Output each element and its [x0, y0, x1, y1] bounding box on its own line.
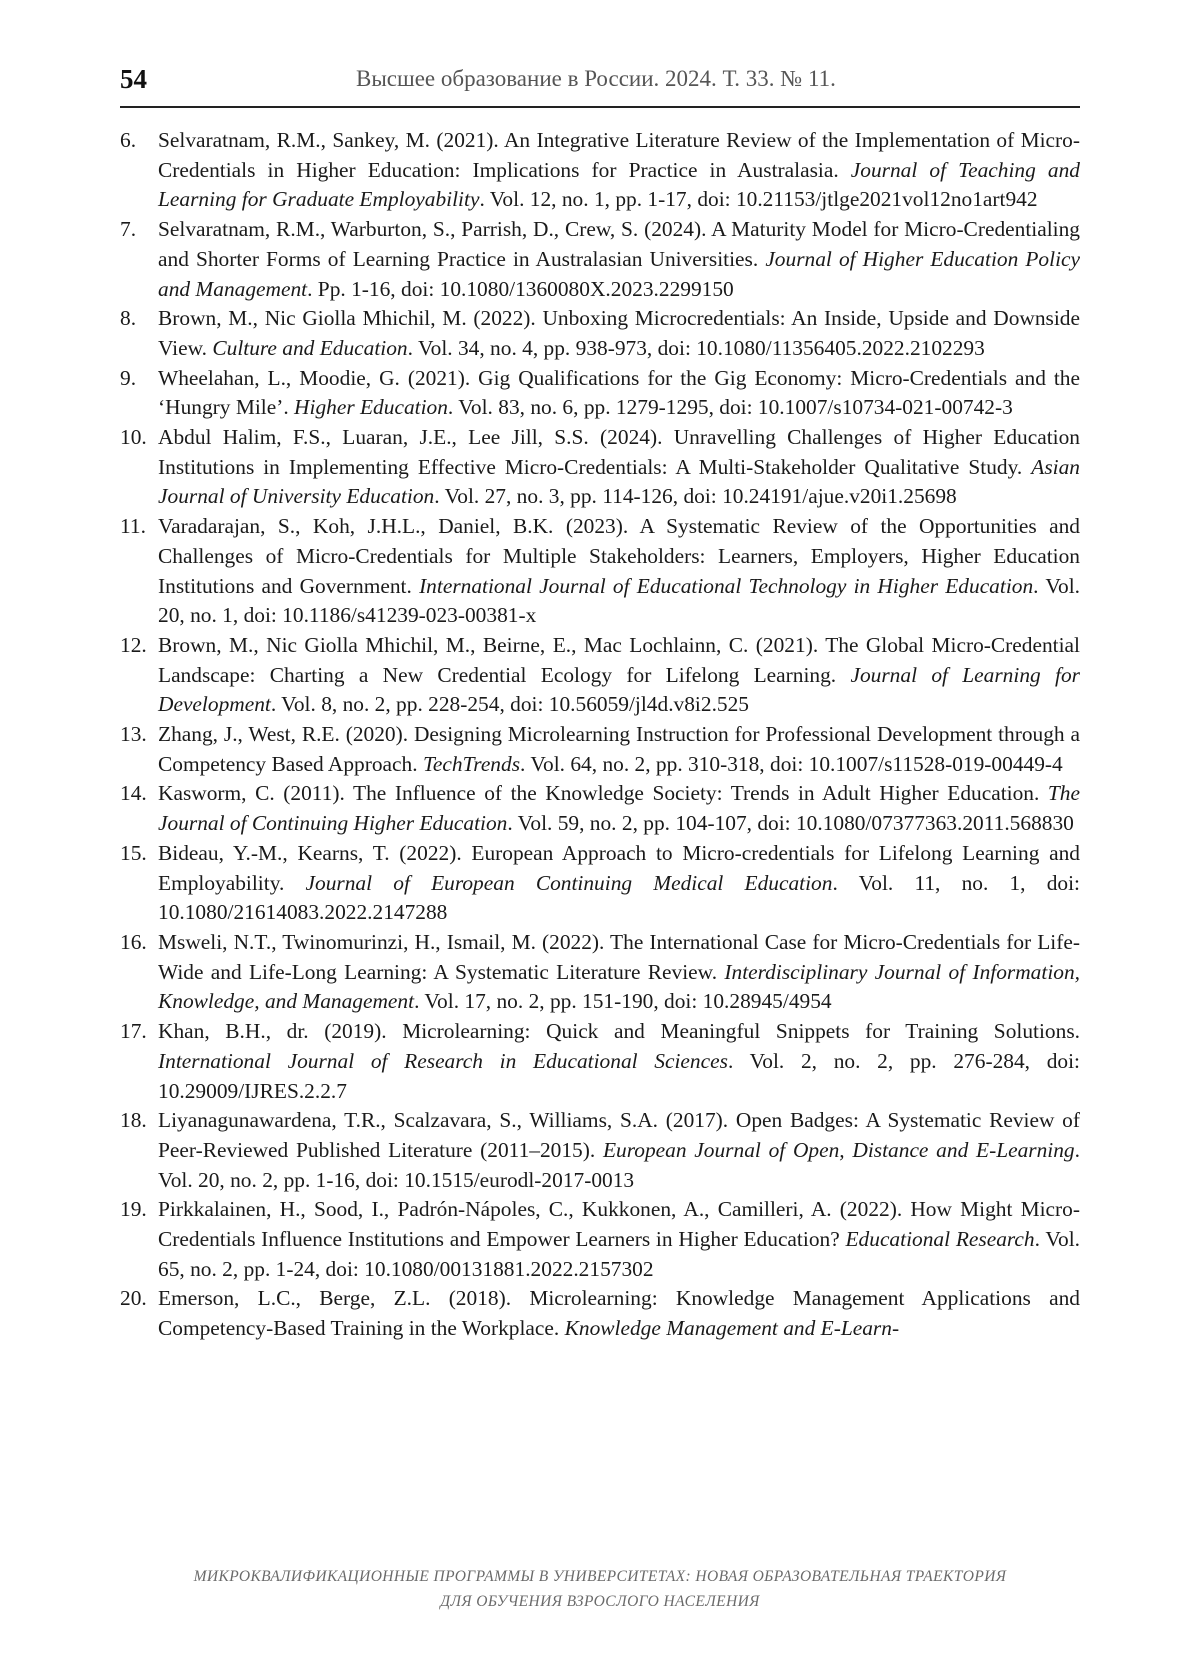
reference-number: 20.: [120, 1286, 147, 1311]
reference-number: 17.: [120, 1019, 147, 1044]
reference-details: . Vol. 11, no. 1, doi: 10.1080/21614083.2022.2147288: [158, 870, 1080, 925]
reference-text: [158, 839, 1080, 928]
reference-source: Journal of European Continuing Medical Education: [305, 870, 833, 895]
reference-authors-title: Brown, M., Nic Giolla Mhichil, M. (2022). Unboxing Microcredentials: An Inside, Upside and Downside View.: [158, 306, 1080, 360]
reference-details: . Vol. 12, no. 1, pp. 1-17, doi: 10.21153/jtlge2021vol12no1art942: [479, 187, 1038, 212]
reference-item: [120, 928, 1080, 1017]
reference-authors-title: Brown, M., Nic Giolla Mhichil, M., Beirne, E., Mac Lochlainn, C. (2021). The Global Micro-Credential Landscape: Charting a New Credential Ecology for Lifelong Learning.: [158, 632, 1080, 687]
reference-authors-title: Selvaratnam, R.M., Warburton, S., Parrish, D., Crew, S. (2024). A Maturity Model for Micro-Credentialing and Shorter Forms of Learning Practice in Australasian Universities.: [158, 217, 1080, 271]
reference-details: . Vol. 65, no. 2, pp. 1-24, doi: 10.1080/00131881.2022.2157302: [158, 1227, 1081, 1281]
reference-item: [120, 215, 1080, 304]
reference-details: . Vol. 83, no. 6, pp. 1279-1295, doi: 10.1007/s10734-021-00742-3: [447, 395, 1013, 420]
reference-item: [120, 423, 1080, 512]
reference-text: [158, 631, 1080, 720]
reference-authors-title: Khan, B.H., dr. (2019). Microlearning: Quick and Meaningful Snippets for Training Solutions.: [158, 1019, 1080, 1044]
reference-text: [158, 423, 1080, 512]
reference-text: [158, 1195, 1080, 1284]
reference-item: [120, 304, 1080, 363]
reference-text: [158, 1284, 1080, 1343]
reference-text: [158, 720, 1080, 779]
reference-details: . Vol. 2, no. 2, pp. 276-284, doi: 10.29009/IJRES.2.2.7: [158, 1048, 1080, 1103]
reference-source: Journal of Teaching and Learning for Graduate Employability: [158, 157, 1080, 212]
reference-number: 19.: [120, 1197, 147, 1222]
footer-line-1: МИКРОКВАЛИФИКАЦИОННЫЕ ПРОГРАММЫ В УНИВЕРСИТЕТАХ: НОВАЯ ОБРАЗОВАТЕЛЬНАЯ ТРАЕКТОРИЯ: [193, 1568, 1007, 1585]
reference-text: [158, 928, 1080, 1017]
reference-source: Asian Journal of University Education: [158, 454, 1080, 509]
reference-source: Knowledge Management and E-Learn-: [564, 1316, 900, 1341]
reference-authors-title: Wheelahan, L., Moodie, G. (2021). Gig Qualifications for the Gig Economy: Micro-Credentials and the ‘Hungry Mile’.: [158, 365, 1080, 420]
reference-item: [120, 1106, 1080, 1195]
reference-source: European Journal of Open, Distance and E-Learning: [602, 1137, 1075, 1162]
reference-text: [158, 364, 1080, 423]
reference-authors-title: Zhang, J., West, R.E. (2020). Designing Microlearning Instruction for Professional Development through a Competency Based Approach.: [158, 722, 1080, 776]
reference-authors-title: Msweli, N.T., Twinomurinzi, H., Ismail, M. (2022). The International Case for Micro-Credentials for Life-Wide and Life-Long Learning: A Systematic Literature Review.: [158, 929, 1080, 984]
reference-authors-title: Bideau, Y.-M., Kearns, T. (2022). European Approach to Micro-credentials for Lifelong Learning and Employability.: [158, 840, 1080, 895]
reference-authors-title: Varadarajan, S., Koh, J.H.L., Daniel, B.K. (2023). A Systematic Review of the Opportunities and Challenges of Micro-Credentials for Multiple Stakeholders: Learners, Employers, Higher Education Institutions and Government.: [158, 514, 1080, 598]
reference-text: [158, 126, 1080, 215]
reference-source: International Journal of Research in Educational Sciences: [158, 1048, 728, 1073]
reference-details: . Vol. 34, no. 4, pp. 938-973, doi: 10.1080/11356405.2022.2102293: [407, 335, 985, 360]
reference-item: [120, 720, 1080, 779]
reference-source: Interdisciplinary Journal of Information, Knowledge, and Management: [158, 959, 1080, 1014]
reference-item: [120, 1017, 1080, 1106]
reference-source: Educational Research: [845, 1227, 1035, 1252]
reference-list: [120, 126, 1080, 1344]
running-header: [120, 60, 1080, 108]
reference-number: 8.: [120, 306, 137, 331]
reference-source: Journal of Learning for Development: [158, 662, 1080, 717]
reference-number: 6.: [120, 128, 137, 152]
reference-details: . Vol. 17, no. 2, pp. 151-190, doi: 10.28945/4954: [414, 989, 832, 1014]
reference-item: [120, 839, 1080, 928]
reference-number: 9.: [120, 365, 137, 390]
reference-details: . Vol. 27, no. 3, pp. 114-126, doi: 10.24191/ajue.v20i1.25698: [434, 484, 957, 509]
reference-source: The Journal of Continuing Higher Education: [158, 781, 1080, 836]
reference-details: . Vol. 64, no. 2, pp. 310-318, doi: 10.1007/s11528-019-00449-4: [520, 751, 1063, 776]
reference-details: . Vol. 20, no. 1, doi: 10.1186/s41239-023-00381-x: [158, 573, 1081, 628]
reference-text: [158, 304, 1080, 363]
reference-text: [158, 215, 1080, 304]
reference-source: International Journal of Educational Technology in Higher Education: [419, 573, 1034, 598]
reference-details: . Vol. 8, no. 2, pp. 228-254, doi: 10.56059/jl4d.v8i2.525: [270, 692, 750, 717]
reference-authors-title: Liyanagunawardena, T.R., Scalzavara, S., Williams, S.A. (2017). Open Badges: A Systematic Review of Peer-Reviewed Published Literature (2011–2015).: [158, 1108, 1080, 1162]
reference-item: [120, 364, 1080, 423]
reference-number: 10.: [120, 425, 147, 450]
reference-text: [158, 1106, 1080, 1195]
reference-authors-title: Emerson, L.C., Berge, Z.L. (2018). Microlearning: Knowledge Management Applications and Competency-Based Training in the Workplace.: [158, 1286, 1080, 1341]
reference-source: Culture and Education: [212, 335, 408, 360]
reference-source: Higher Education: [294, 395, 448, 420]
reference-text: [158, 779, 1080, 838]
reference-item: [120, 512, 1080, 631]
reference-number: 18.: [120, 1108, 147, 1133]
reference-number: 12.: [120, 632, 147, 657]
reference-details: . Vol. 59, no. 2, pp. 104-107, doi: 10.1080/07377363.2011.568830: [507, 811, 1074, 836]
reference-source: TechTrends: [422, 751, 521, 776]
reference-number: 13.: [120, 722, 147, 747]
reference-text: [158, 512, 1080, 631]
page-number: 54: [120, 64, 147, 94]
reference-item: [120, 779, 1080, 838]
reference-number: 7.: [120, 217, 137, 242]
reference-authors-title: Selvaratnam, R.M., Sankey, M. (2021). An Integrative Literature Review of the Implementation of Micro-Credentials in Higher Education: Implications for Practice in Australasia.: [158, 128, 1080, 182]
reference-item: [120, 1195, 1080, 1284]
running-footer: [0, 1564, 1200, 1614]
reference-details: . Vol. 20, no. 2, pp. 1-16, doi: 10.1515/eurodl-2017-0013: [158, 1137, 1080, 1192]
reference-authors-title: Abdul Halim, F.S., Luaran, J.E., Lee Jill, S.S. (2024). Unravelling Challenges of Higher Education Institutions in Implementing Effective Micro-Credentials: A Multi-Stakeholder Qualitative Study.: [158, 425, 1080, 479]
reference-authors-title: Kasworm, C. (2011). The Influence of the Knowledge Society: Trends in Adult Higher Education.: [158, 781, 1048, 806]
reference-number: 11.: [120, 514, 146, 539]
reference-text: [158, 1017, 1080, 1106]
reference-item: [120, 1284, 1080, 1343]
reference-number: 16.: [120, 929, 147, 954]
reference-source: Journal of Higher Education Policy and Management: [158, 246, 1080, 301]
footer-line-2: ДЛЯ ОБУЧЕНИЯ ВЗРОСЛОГО НАСЕЛЕНИЯ: [440, 1593, 760, 1610]
reference-authors-title: Pirkkalainen, H., Sood, I., Padrón-Nápoles, C., Kukkonen, A., Camilleri, A. (2022). How Might Micro-Credentials Influence Institutions and Empower Learners in Higher Education?: [158, 1197, 1080, 1252]
reference-details: . Pp. 1-16, doi: 10.1080/1360080X.2023.2299150: [307, 276, 734, 301]
reference-item: [120, 631, 1080, 720]
journal-title: Высшее образование в России. 2024. Т. 33. № 11.: [356, 66, 836, 91]
reference-number: 15.: [120, 840, 147, 865]
reference-item: [120, 126, 1080, 215]
reference-number: 14.: [120, 781, 147, 806]
